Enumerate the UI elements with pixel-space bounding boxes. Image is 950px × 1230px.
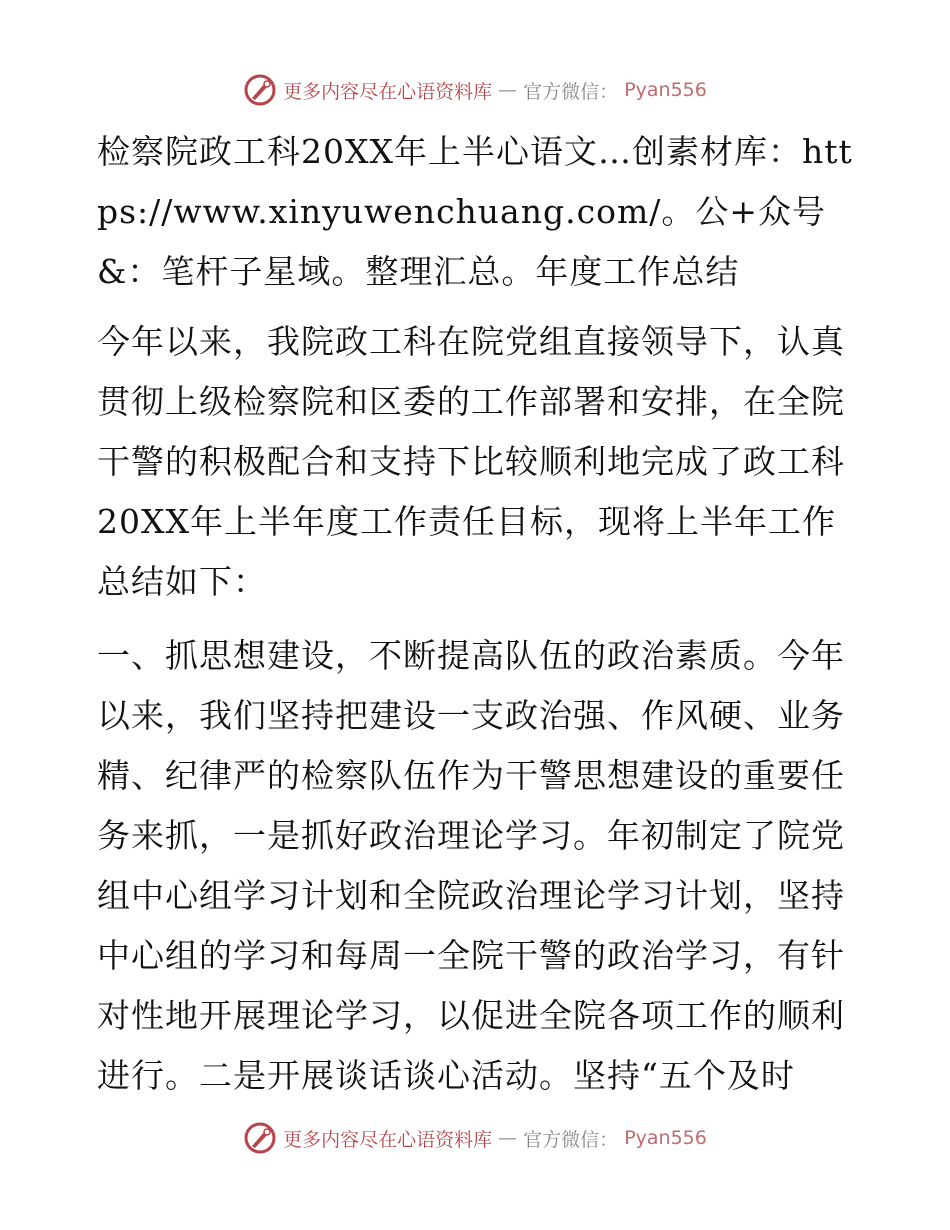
watermark-label: 官方微信： <box>523 80 619 103</box>
watermark-wechat-id: Pyan556 <box>624 79 707 101</box>
watermark-separator: — <box>498 1127 518 1149</box>
watermark-separator: — <box>498 79 518 101</box>
section-one-paragraph: 一、抓思想建设，不断提高队伍的政治素质。今年以来，我们坚持把建设一支政治强、作风硬、业务精、纪律严的检察队伍作为干警思想建设的重要任务来抓，一是抓好政治理论学习。年初制定了院党组中心组学习计划和全院政治理论学习计划，坚持中心组的学习和每周一全院干警的政治学习，有针对性地开展理论学习，以促进全院各项工作的顺利进行。二是开展谈话谈心活动。坚持“五个及时 <box>97 636 845 1095</box>
pen-circle-logo-icon <box>243 73 277 107</box>
watermark-label: 官方微信： <box>523 1128 619 1151</box>
footer-watermark <box>0 1118 950 1158</box>
intro-paragraph: 今年以来，我院政工科在院党组直接领导下，认真贯彻上级检察院和区委的工作部署和安排，在全院干警的积极配合和支持下比较顺利地完成了政工科20XX年上半年度工作责任目标，现将上半年工作总结如下： <box>97 322 845 601</box>
watermark-text: 更多内容尽在心语资料库 <box>283 1128 493 1151</box>
document-body <box>97 122 857 1120</box>
document-title-paragraph: 检察院政工科20XX年上半心语文…创素材库：https://www.xinyuwenchuang.com/。公+众号&：笔杆子星域。整理汇总。年度工作总结 <box>97 132 853 291</box>
watermark-wechat-id: Pyan556 <box>624 1127 707 1149</box>
watermark-text: 更多内容尽在心语资料库 <box>283 80 493 103</box>
header-watermark <box>0 70 950 110</box>
pen-circle-logo-icon <box>243 1121 277 1155</box>
